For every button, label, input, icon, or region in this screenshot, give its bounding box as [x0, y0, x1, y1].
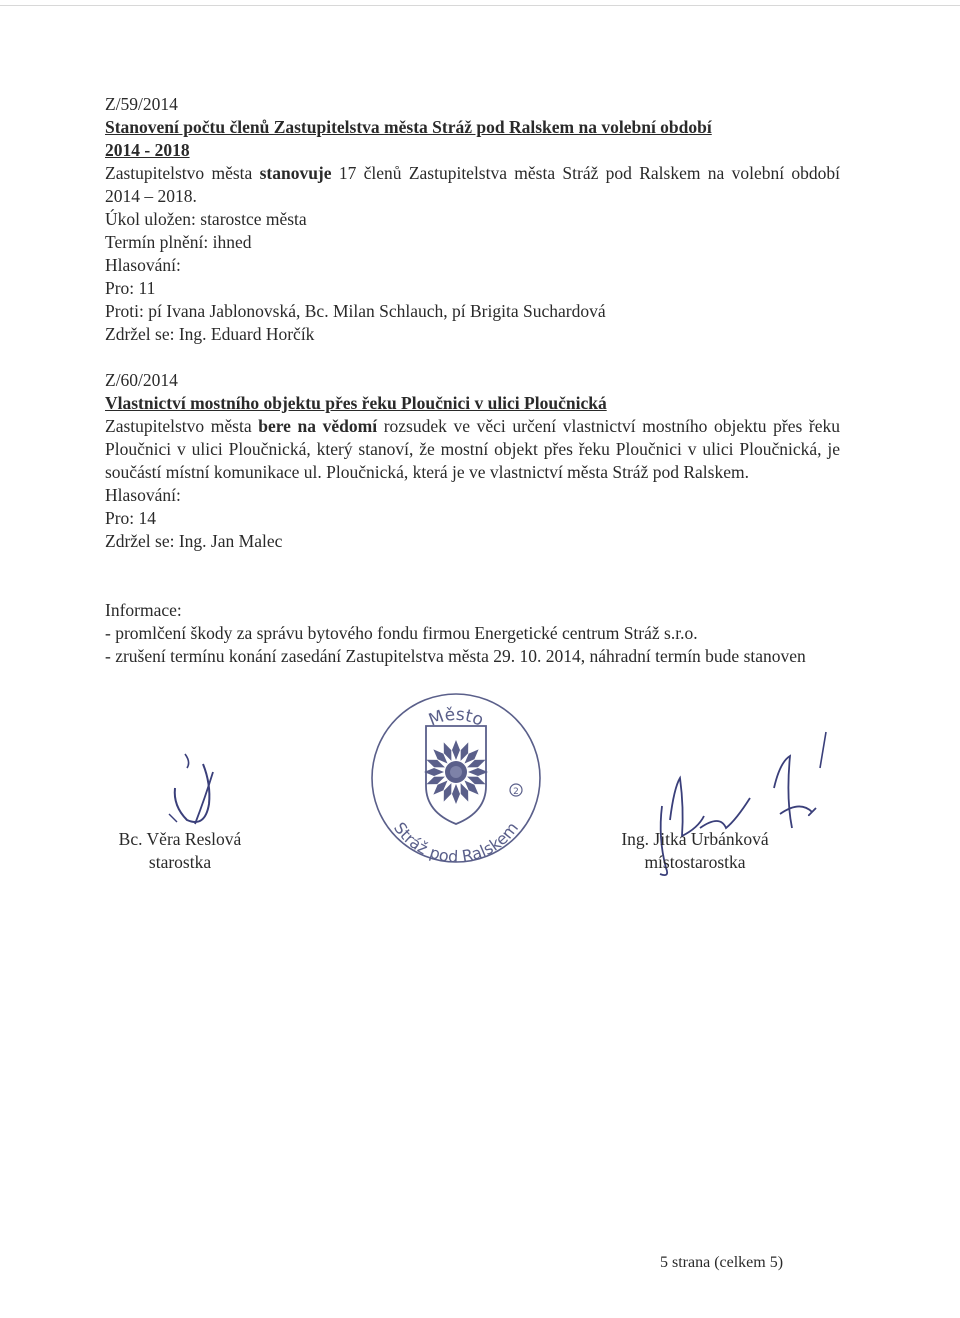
resolution-z60 [105, 369, 840, 553]
resolution-title-line1: Stanovení počtu členů Zastupitelstva města Stráž pod Ralskem na volební období [105, 117, 712, 137]
votes-against: Proti: pí Ivana Jablonovská, Bc. Milan Schlauch, pí Brigita Suchardová [105, 301, 606, 321]
signatory-name: Ing. Jitka Urbánková [621, 829, 769, 849]
resolution-text [105, 162, 840, 208]
sun-petal [424, 768, 444, 776]
signature-block-right [595, 828, 795, 874]
resolution-text [105, 415, 840, 484]
stamp-number: 2 [513, 787, 519, 797]
voting-label: Hlasování: [105, 485, 181, 505]
information-section [105, 599, 840, 668]
stamp-bottom-text: Stráž pod Ralskem [390, 818, 523, 866]
resolution-text-end: rozsudek ve věci určení vlastnictví mostního objektu přes řeku Ploučnici v ulici Ploučnická, který stanoví, že mostní objekt přes řeku Ploučnici v ulici Ploučnická, je součástí místní komunikace ul. Ploučnická, která je ve vlastnictví města Stráž pod Ralskem. [105, 416, 840, 482]
top-border-line [0, 5, 960, 6]
signatory-role: místostarostka [644, 852, 746, 872]
info-item: - zrušení termínu konání zasedání Zastupitelstva města 29. 10. 2014, náhradní termín bude stanoven [105, 646, 806, 666]
resolution-text-start: Zastupitelstvo města [105, 416, 259, 436]
signatory-role: starostka [148, 852, 212, 872]
resolution-id: Z/59/2014 [105, 94, 178, 114]
votes-for: Pro: 11 [105, 278, 156, 298]
task-assigned: Úkol uložen: starostce města [105, 209, 307, 229]
resolution-verb: bere na vědomí [258, 416, 378, 436]
sun-petal [452, 740, 460, 760]
deadline: Termín plnění: ihned [105, 232, 252, 252]
info-label: Informace: [105, 600, 182, 620]
votes-for: Pro: 14 [105, 508, 157, 528]
votes-abstained: Zdržel se: Ing. Eduard Horčík [105, 324, 315, 344]
page-number: 5 strana (celkem 5) [660, 1254, 784, 1271]
voting-label: Hlasování: [105, 255, 181, 275]
sun-petal [452, 784, 460, 804]
signature-block-left [95, 828, 265, 874]
resolution-verb: stanovuje [259, 163, 332, 183]
votes-abstained: Zdržel se: Ing. Jan Malec [105, 531, 283, 551]
resolution-title [105, 116, 840, 162]
resolution-text-end: 17 členů Zastupitelstva města Stráž pod Ralskem na volební období 2014 – 2018. [105, 163, 840, 206]
document-body [105, 93, 840, 668]
sun-petal [468, 768, 488, 776]
resolution-z59 [105, 93, 840, 346]
resolution-id: Z/60/2014 [105, 370, 178, 390]
stamp-top-text: Město [425, 704, 487, 731]
info-item: - promlčení škody za správu bytového fondu firmou Energetické centrum Stráž s.r.o. [105, 623, 698, 643]
resolution-title: Vlastnictví mostního objektu přes řeku Ploučnici v ulici Ploučnická [105, 393, 607, 413]
signature-left [165, 748, 235, 828]
signatory-name: Bc. Věra Reslová [118, 829, 242, 849]
city-stamp [368, 690, 544, 866]
resolution-title-line2: 2014 - 2018 [105, 140, 190, 160]
resolution-text-start: Zastupitelstvo města [105, 163, 260, 183]
